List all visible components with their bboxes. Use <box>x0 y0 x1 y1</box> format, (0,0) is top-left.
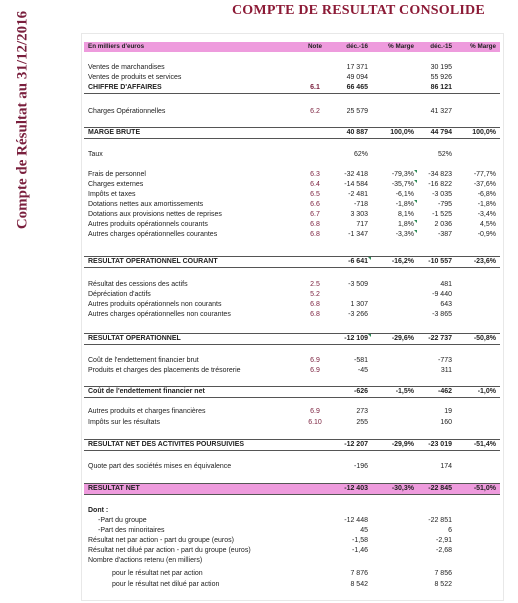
row-label: Charges externes <box>88 181 144 188</box>
header-col-2015: déc.-15 <box>430 43 452 50</box>
row-value-2016: 25 579 <box>346 108 368 115</box>
row-cessions-actifs <box>84 280 500 290</box>
row-charges-operationnelles <box>84 107 500 117</box>
side-title <box>0 0 46 603</box>
row-margin-2015: 4,5% <box>480 221 496 228</box>
row-value-2015: -10 557 <box>428 258 452 265</box>
row-value-2016: 273 <box>356 408 368 415</box>
row-margin-2015: -1,0% <box>477 388 496 395</box>
row-value-2015: -2,91 <box>436 537 452 544</box>
row-value-2016: -626 <box>353 388 368 395</box>
row-margin-2015: -1,8% <box>477 201 496 208</box>
row-margin-2016: -30,3% <box>391 485 414 492</box>
row-margin-2015: -0,9% <box>477 231 496 238</box>
row-value-2016: 17 371 <box>346 64 368 71</box>
row-margin-2015: -50,8% <box>473 335 496 342</box>
row-label: Autres produits opérationnels courants <box>88 221 208 228</box>
row-label: CHIFFRE D'AFFAIRES <box>88 84 162 91</box>
row-value-2015: -9 440 <box>432 291 452 298</box>
row-note: 6.3 <box>310 171 320 178</box>
row-margin-2015: -51,0% <box>473 485 496 492</box>
row-nombre-actions <box>84 556 500 566</box>
row-value-2016: -196 <box>353 463 368 470</box>
header-margin-2016: % Marge <box>388 43 414 50</box>
row-note: 6.10 <box>308 419 322 426</box>
row-label: Autres produits opérationnels non courants <box>88 301 222 308</box>
row-value-2015: 7 856 <box>434 570 452 577</box>
row-value-2016: -12 403 <box>344 485 368 492</box>
row-value-2016: -2 481 <box>348 191 368 198</box>
row-impots-resultats <box>84 418 500 428</box>
header-label: En milliers d'euros <box>88 43 145 50</box>
row-label: Coût de l'endettement financier brut <box>88 357 199 364</box>
row-margin-2016: -35,7% <box>372 180 414 190</box>
row-margin-2016: -1,8% <box>372 200 414 210</box>
row-quote-part <box>84 462 500 472</box>
row-label: Dépréciation d'actifs <box>88 291 151 298</box>
row-margin-2015: -3,4% <box>477 211 496 218</box>
row-margin-2016: -16,2% <box>391 258 414 265</box>
header-note: Note <box>308 43 322 50</box>
side-title-text: Compte de Résultat au 31/12/2016 <box>14 10 31 230</box>
row-value-2015: 44 794 <box>430 129 452 136</box>
row-impots-taxes <box>84 190 500 200</box>
row-frais-personnel <box>84 170 500 180</box>
row-note: 6.8 <box>310 231 320 238</box>
row-value-2016: 1 307 <box>350 301 368 308</box>
row-dotations-provisions <box>84 210 500 220</box>
row-margin-2015: -77,7% <box>473 171 496 178</box>
row-note: 6.8 <box>310 221 320 228</box>
row-value-2016: -6 641 <box>330 257 368 267</box>
row-depreciation-actifs <box>84 290 500 300</box>
row-label: Ventes de marchandises <box>88 64 165 71</box>
row-label: RESULTAT OPERATIONNEL COURANT <box>88 258 218 265</box>
row-value-2016: -581 <box>353 357 368 364</box>
row-label: Dotations nettes aux amortissements <box>88 201 204 208</box>
row-value-2016: 7 876 <box>350 570 368 577</box>
row-value-2016: -12 207 <box>344 441 368 448</box>
row-value-2016: -3 266 <box>348 311 368 318</box>
row-value-2016: 49 094 <box>346 74 368 81</box>
row-note: 6.7 <box>310 211 320 218</box>
row-actions-resultat-net <box>84 569 500 579</box>
row-label: Ventes de produits et services <box>88 74 182 81</box>
row-margin-2016: 1,8% <box>372 220 414 230</box>
row-label: -Part du groupe <box>98 517 147 524</box>
row-label: Autres charges opérationnelles courantes <box>88 231 218 238</box>
row-value-2015: -3 035 <box>432 191 452 198</box>
row-margin-2016: -3,3% <box>372 230 414 240</box>
row-note: 6.9 <box>310 408 320 415</box>
row-label: Produits et charges des placements de trésorerie <box>88 367 241 374</box>
row-value-2015: 643 <box>440 301 452 308</box>
row-value-2015: -2,68 <box>436 547 452 554</box>
row-margin-2016: -29,9% <box>391 441 414 448</box>
row-label: pour le résultat net par action <box>112 570 203 577</box>
row-note: 6.9 <box>310 357 320 364</box>
row-value-2015: 41 327 <box>430 108 452 115</box>
row-value-2016: -32 418 <box>344 171 368 178</box>
table-header <box>84 42 500 52</box>
row-autres-produits-financiers <box>84 407 500 417</box>
row-value-2016: -718 <box>353 201 368 208</box>
row-value-2016: -12 448 <box>344 517 368 524</box>
row-label: RESULTAT OPERATIONNEL <box>88 335 181 342</box>
row-note: 6.1 <box>310 84 320 91</box>
row-label: Impôts et taxes <box>88 191 136 198</box>
row-label: MARGE BRUTE <box>88 129 141 136</box>
row-value-2016: 66 465 <box>346 84 368 91</box>
row-value-2015: -22 737 <box>428 335 452 342</box>
page-title: COMPTE DE RESULTAT CONSOLIDE <box>232 3 485 18</box>
row-value-2016: 40 887 <box>346 129 368 136</box>
row-note: 6.8 <box>310 311 320 318</box>
row-value-2015: -16 822 <box>428 181 452 188</box>
row-label: -Part des minoritaires <box>98 527 165 534</box>
row-note: 6.6 <box>310 201 320 208</box>
row-note: 5.2 <box>310 291 320 298</box>
row-margin-2015: -51,4% <box>473 441 496 448</box>
row-value-2015: -23 019 <box>428 441 452 448</box>
row-value-2016: -1,46 <box>352 547 368 554</box>
row-value-2015: -387 <box>437 231 452 238</box>
row-label: Charges Opérationnelles <box>88 108 166 115</box>
row-value-2015: -3 865 <box>432 311 452 318</box>
row-placements-tresorerie <box>84 366 500 376</box>
row-label: Dont : <box>88 507 109 514</box>
row-value-2015: 160 <box>440 419 452 426</box>
row-label: Frais de personnel <box>88 171 146 178</box>
row-dont <box>84 506 500 516</box>
row-margin-2016: 100,0% <box>390 129 414 136</box>
row-value-2015: -22 851 <box>428 517 452 524</box>
row-value-2015: 86 121 <box>430 84 452 91</box>
row-value-2015: 174 <box>440 463 452 470</box>
row-value-2015: 8 522 <box>434 581 452 588</box>
row-note: 6.4 <box>310 181 320 188</box>
row-resultat-operationnel <box>84 333 500 345</box>
row-label: Coût de l'endettement financier net <box>88 388 205 395</box>
row-value-2016: 45 <box>360 527 368 534</box>
row-ventes-produits <box>84 73 500 83</box>
row-label: Impôts sur les résultats <box>88 419 160 426</box>
row-autres-charges-courantes <box>84 230 500 240</box>
row-label: RESULTAT NET <box>88 485 140 492</box>
row-autres-produits-non-courants <box>84 300 500 310</box>
row-resultat-net-activites <box>84 439 500 451</box>
row-note: 2.5 <box>310 281 320 288</box>
row-margin-2015: -6,8% <box>477 191 496 198</box>
row-margin-2015: 100,0% <box>472 129 496 136</box>
row-value-2015: 6 <box>448 527 452 534</box>
row-label: Quote part des sociétés mises en équivalence <box>88 463 232 470</box>
row-note: 6.9 <box>310 367 320 374</box>
row-value-2016: -12 109 <box>330 334 368 344</box>
row-value-2015: -773 <box>437 357 452 364</box>
row-label: Taux <box>88 151 103 158</box>
row-resultat-net <box>84 483 500 495</box>
row-part-minoritaires <box>84 526 500 536</box>
row-note: 6.8 <box>310 301 320 308</box>
row-resultat-operationnel-courant <box>84 256 500 268</box>
row-value-2015: 30 195 <box>430 64 452 71</box>
row-label: Dotations aux provisions nettes de reprises <box>88 211 222 218</box>
row-label: RESULTAT NET DES ACTIVITES POURSUIVIES <box>88 441 245 448</box>
row-chiffre-affaires <box>84 83 500 94</box>
row-value-2016: -1 347 <box>348 231 368 238</box>
row-margin-2015: -23,6% <box>473 258 496 265</box>
row-value-2016: 717 <box>356 221 368 228</box>
row-value-2015: -1 525 <box>432 211 452 218</box>
row-value-2015: -462 <box>437 388 452 395</box>
row-value-2016: 8 542 <box>350 581 368 588</box>
row-label: Résultat net dilué par action - part du groupe (euros) <box>88 547 251 554</box>
row-ventes-marchandises <box>84 63 500 73</box>
row-taux <box>84 150 500 160</box>
row-resultat-par-action <box>84 536 500 546</box>
row-actions-resultat-dilue <box>84 580 500 590</box>
row-value-2015: 52% <box>437 151 452 158</box>
row-part-groupe <box>84 516 500 526</box>
row-autres-produits-courants <box>84 220 500 230</box>
row-value-2015: 311 <box>440 367 452 374</box>
row-value-2016: -45 <box>357 367 368 374</box>
row-charges-externes <box>84 180 500 190</box>
row-margin-2016: -29,6% <box>391 335 414 342</box>
row-value-2016: 255 <box>356 419 368 426</box>
row-value-2015: -34 823 <box>428 171 452 178</box>
header-col-2016: déc.-16 <box>346 43 368 50</box>
row-label: pour le résultat net dilué par action <box>112 581 220 588</box>
row-value-2015: -22 845 <box>428 485 452 492</box>
row-note: 6.2 <box>310 108 320 115</box>
row-value-2016: -3 509 <box>348 281 368 288</box>
row-value-2015: 2 036 <box>434 221 452 228</box>
row-value-2016: -14 584 <box>344 181 368 188</box>
row-value-2015: 55 926 <box>430 74 452 81</box>
row-marge-brute <box>84 127 500 139</box>
row-label: Nombre d'actions retenu (en milliers) <box>88 557 203 564</box>
row-label: Résultat des cessions des actifs <box>88 281 188 288</box>
row-margin-2015: -37,6% <box>473 181 496 188</box>
row-margin-2016: 8,1% <box>398 211 414 218</box>
row-label: Résultat net par action - part du groupe (euros) <box>88 537 234 544</box>
row-value-2015: -795 <box>437 201 452 208</box>
row-autres-charges-non-courantes <box>84 310 500 320</box>
row-value-2015: 19 <box>444 408 452 415</box>
row-resultat-dilue-par-action <box>84 546 500 556</box>
row-margin-2016: -6,1% <box>395 191 414 198</box>
row-label: Autres charges opérationnelles non courantes <box>88 311 231 318</box>
row-dotations-amortissements <box>84 200 500 210</box>
row-value-2016: -1,58 <box>352 537 368 544</box>
row-note: 6.5 <box>310 191 320 198</box>
header-margin-2015: % Marge <box>470 43 496 50</box>
row-margin-2016: -1,5% <box>395 388 414 395</box>
row-value-2016: 62% <box>353 151 368 158</box>
row-cout-endettement-brut <box>84 356 500 366</box>
row-value-2015: 481 <box>440 281 452 288</box>
row-label: Autres produits et charges financières <box>88 408 206 415</box>
row-margin-2016: -79,3% <box>372 170 414 180</box>
row-cout-endettement-net <box>84 386 500 398</box>
row-value-2016: 3 303 <box>350 211 368 218</box>
